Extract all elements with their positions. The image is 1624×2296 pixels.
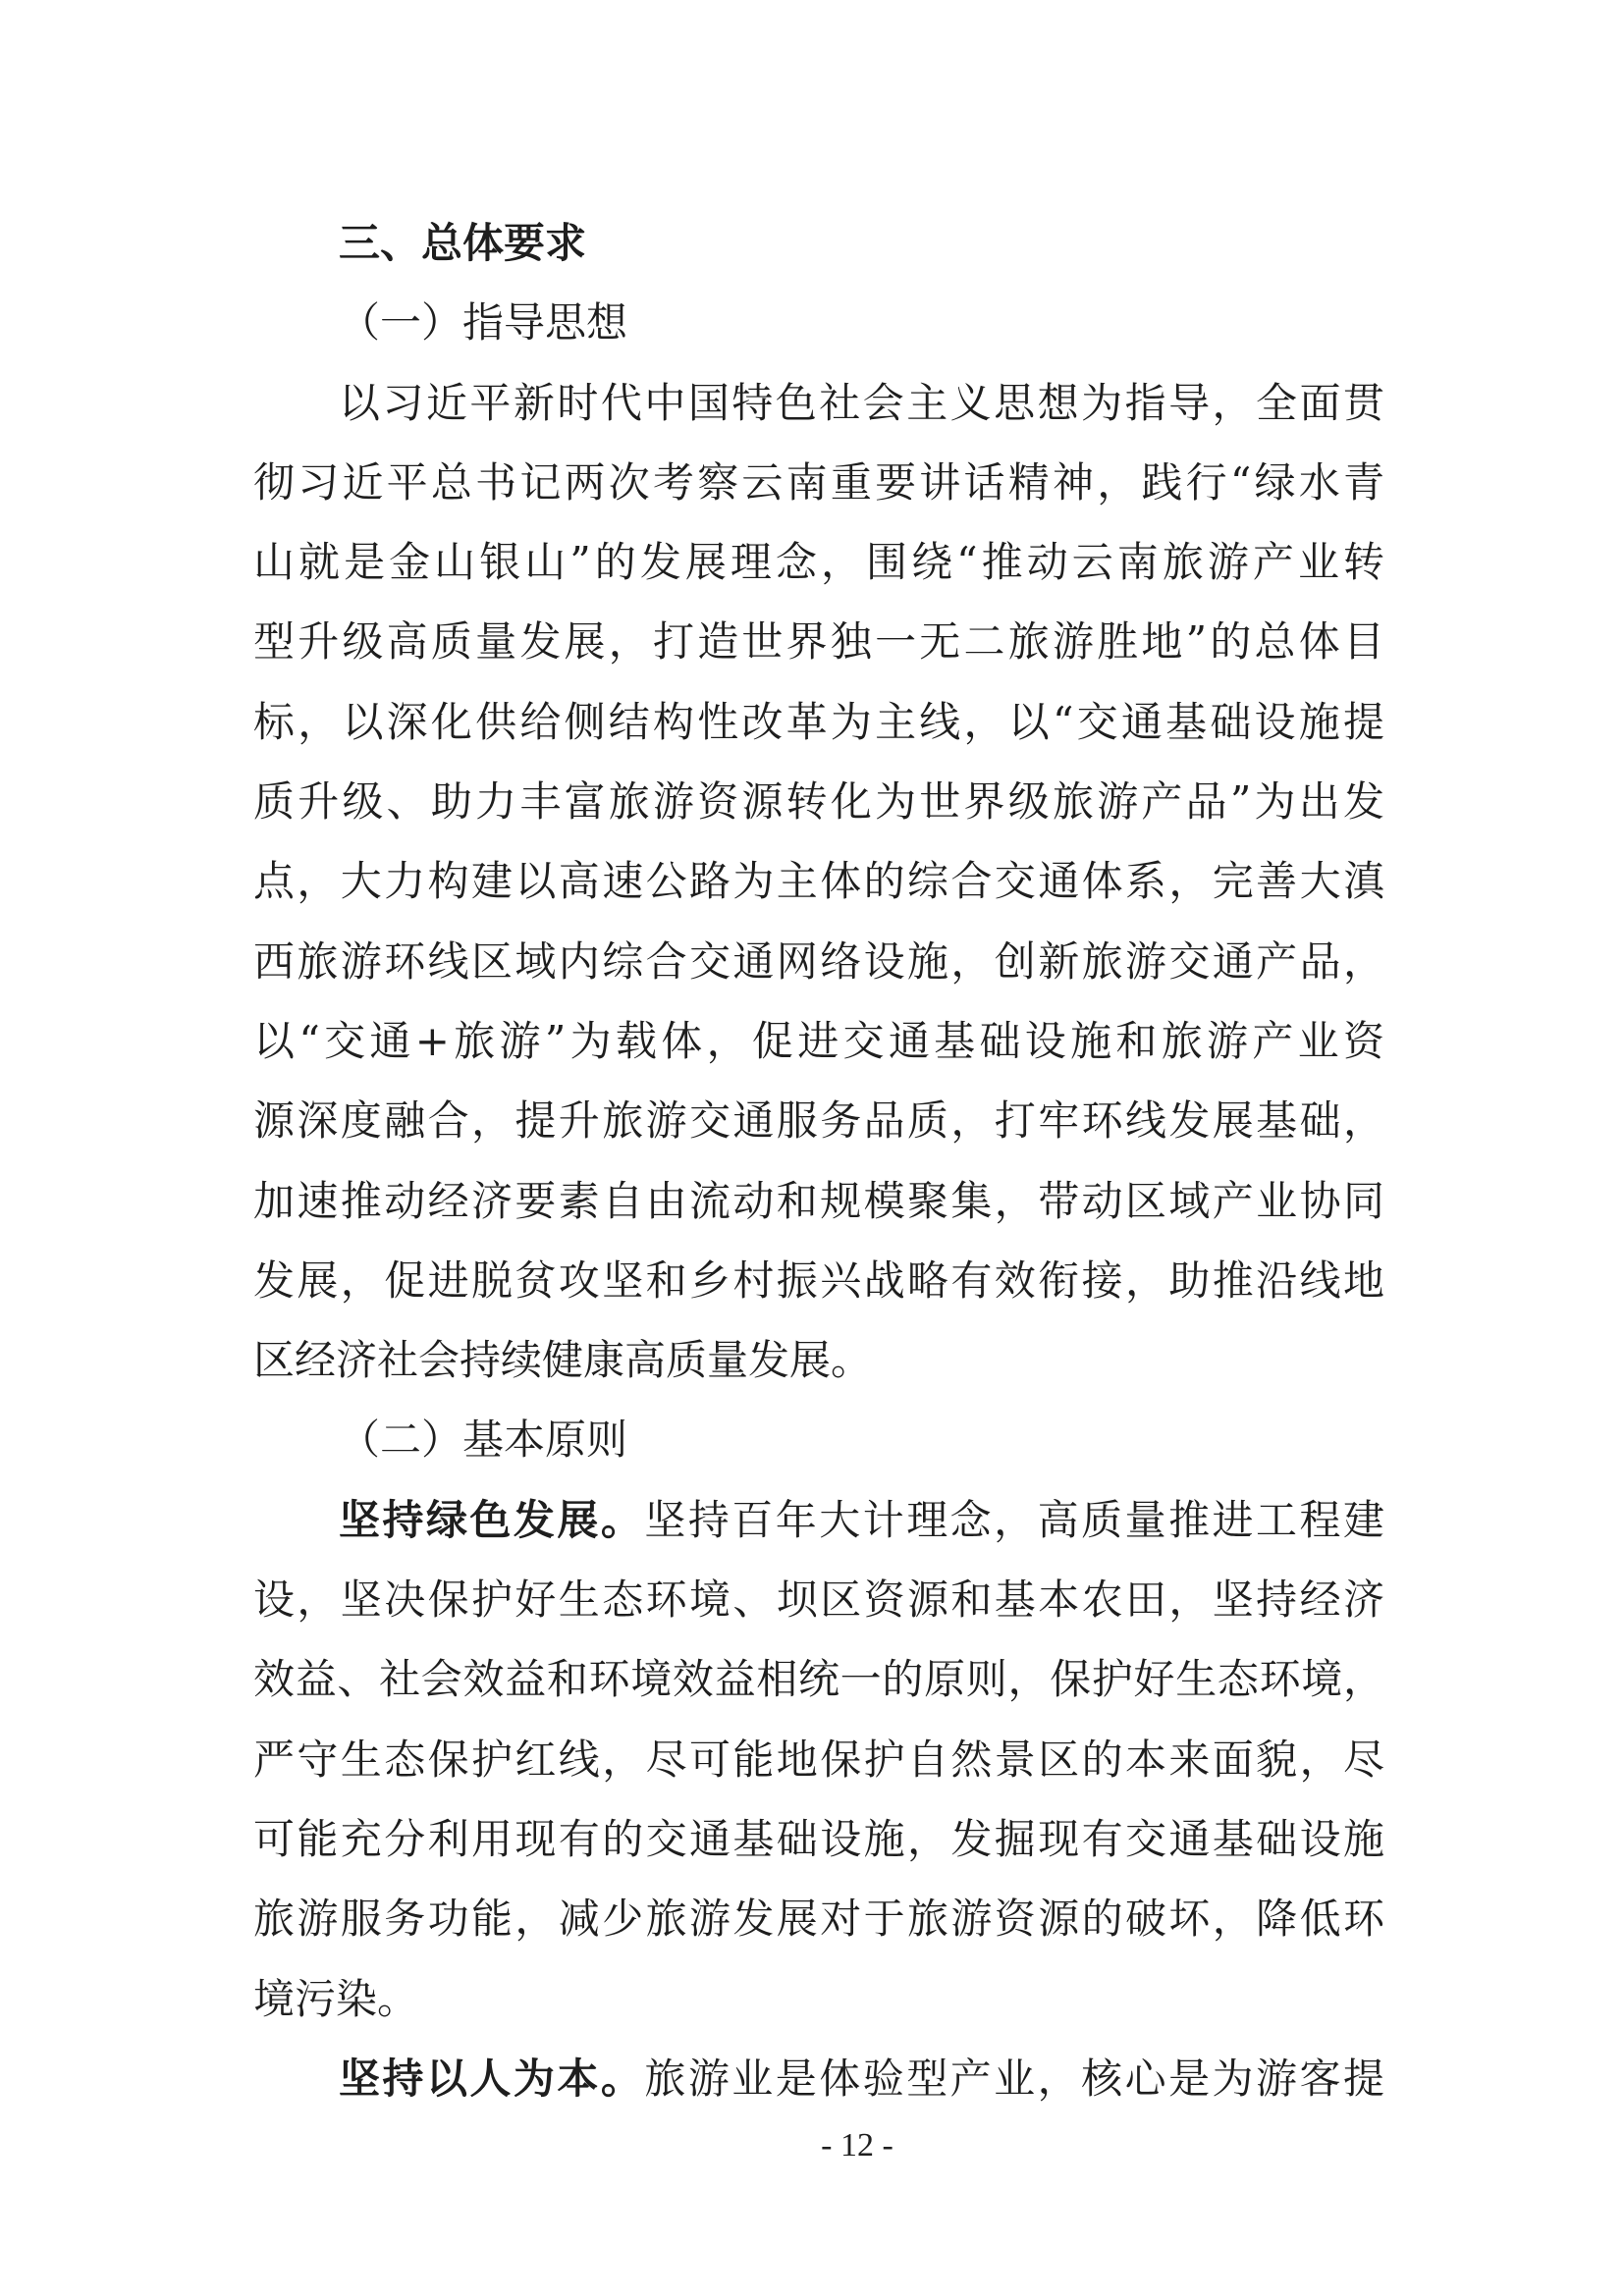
text-line: 点，大力构建以高速公路为主体的综合交通体系，完善大滇 (253, 857, 1384, 906)
section-heading: 三、总体要求 (339, 219, 587, 267)
text-line: 发展，促进脱贫攻坚和乡村振兴战略有效衔接，助推沿线地 (253, 1255, 1384, 1305)
text-line: 设，坚决保护好生态环境、坝区资源和基本农田，坚持经济 (253, 1575, 1384, 1625)
text-line: 彻习近平总书记两次考察云南重要讲话精神，践行“绿水青 (253, 457, 1384, 507)
principle-lead: 坚持绿色发展。 (339, 1495, 645, 1544)
text-line: 西旅游环线区域内综合交通网络设施，创新旅游交通产品， (253, 936, 1384, 986)
text-line: 质升级、助力丰富旅游资源转化为世界级旅游产品”为出发 (253, 777, 1384, 827)
text-line: 境污染。 (253, 1974, 419, 2023)
text-line: 加速推动经济要素自由流动和规模聚集，带动区域产业协同 (253, 1176, 1384, 1225)
text-line: 区经济社会持续健康高质量发展。 (253, 1336, 873, 1385)
subsection-heading-basic-principles: （二）基本原则 (339, 1415, 628, 1465)
principle-green-development-first-line (253, 1480, 1384, 1560)
text-line: 山就是金山银山”的发展理念，围绕“推动云南旅游产业转 (253, 538, 1384, 587)
principle-text: 坚持百年大计理念，高质量推进工程建 (644, 1495, 1384, 1544)
text-line: 以“交通+旅游”为载体，促进交通基础设施和旅游产业资 (253, 1016, 1384, 1065)
page-number: - 12 - (821, 2127, 893, 2163)
text-line: 效益、社会效益和环境效益相统一的原则，保护好生态环境， (253, 1655, 1384, 1704)
principle-lead: 坚持以人为本。 (339, 2054, 645, 2103)
body-text (253, 203, 1384, 2118)
principle-people-oriented-first-line (253, 2039, 1384, 2118)
text-line: 严守生态保护红线，尽可能地保护自然景区的本来面貌，尽 (253, 1735, 1384, 1784)
text-line: 源深度融合，提升旅游交通服务品质，打牢环线发展基础， (253, 1096, 1384, 1146)
text-line: 型升级高质量发展，打造世界独一无二旅游胜地”的总体目 (253, 617, 1384, 667)
principle-text: 旅游业是体验型产业，核心是为游客提 (644, 2054, 1384, 2103)
text-line: 标，以深化供给侧结构性改革为主线，以“交通基础设施提 (253, 697, 1384, 746)
text-line: 以习近平新时代中国特色社会主义思想为指导，全面贯 (339, 378, 1384, 427)
text-line: 可能充分利用现有的交通基础设施，发掘现有交通基础设施 (253, 1814, 1384, 1863)
subsection-heading-guiding-thought: （一）指导思想 (339, 298, 628, 347)
text-line: 旅游服务功能，减少旅游发展对于旅游资源的破坏，降低环 (253, 1895, 1384, 1944)
